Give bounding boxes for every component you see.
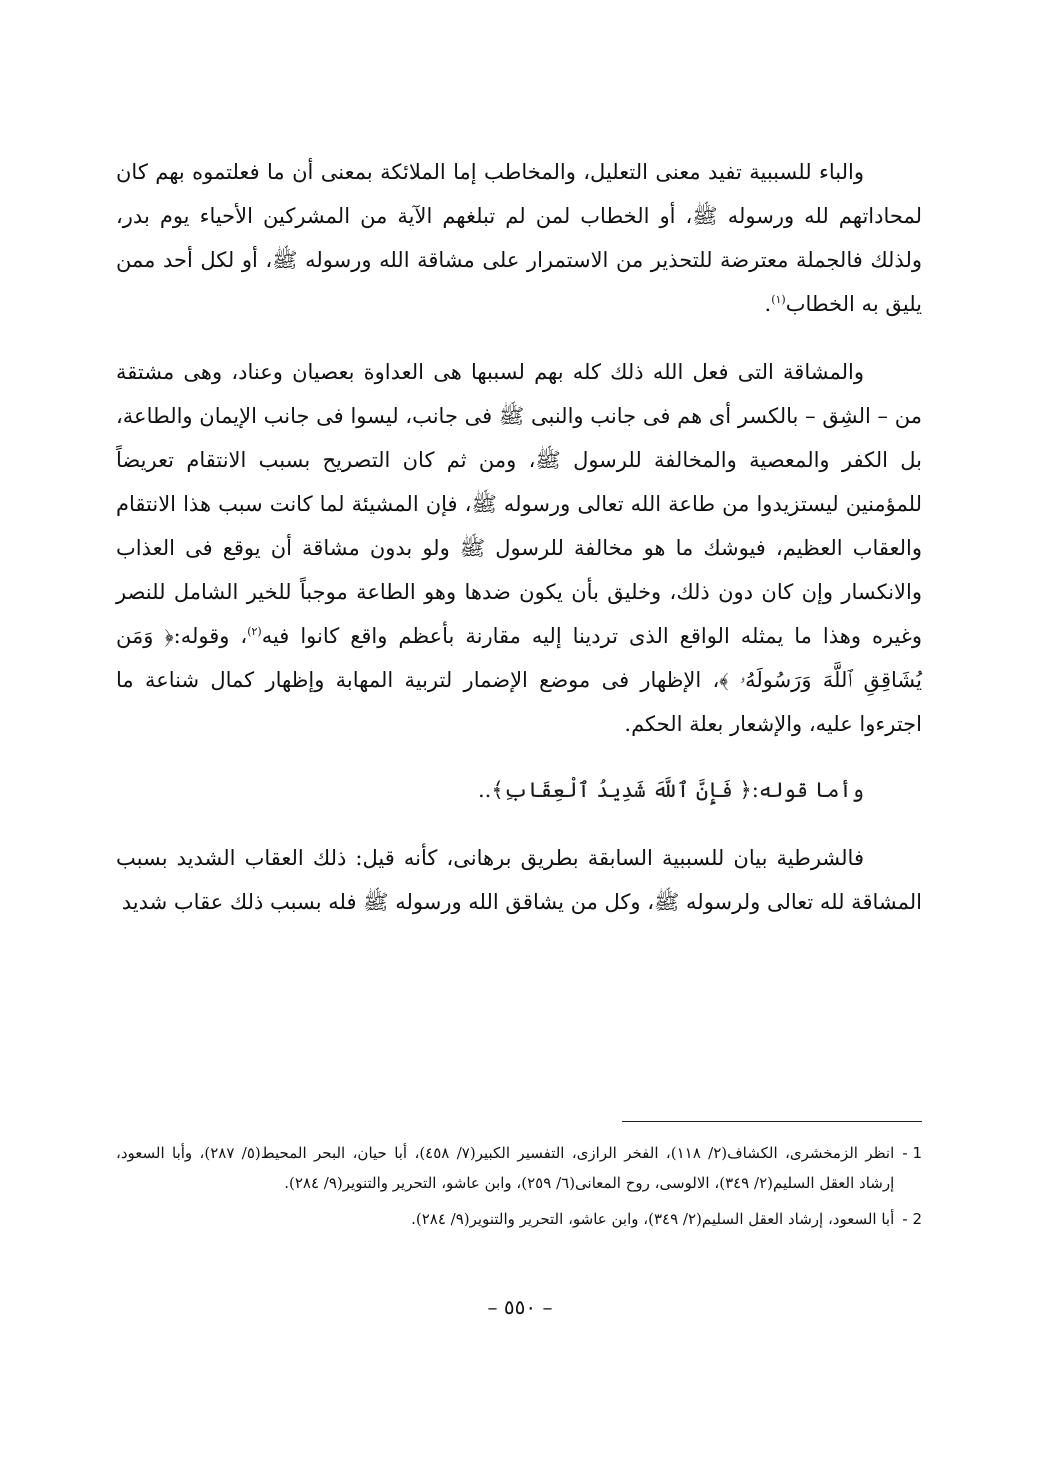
footnote-2: [116, 1204, 922, 1234]
footnote-2-number: 2 -: [902, 1210, 922, 1228]
footnote-1: [116, 1138, 922, 1198]
paragraph-1-text: والباء للسببية تفيد معنى التعليل، والمخاطب إما الملائكة بمعنى أن ما فعلتموه بهم كان لمحاداتهم لله ورسوله ﷺ، أو الخطاب لمن لم تبلغهم الآية من المشركين الأحياء يوم بدر، ولذلك فالجملة معترضة للتحذير من الاستمرار على مشاقة الله ورسوله ﷺ، أو لكل أحد ممن يليق به الخطاب: [116, 160, 922, 316]
paragraph-1-tail: .: [764, 292, 772, 316]
paragraph-4: [116, 836, 922, 924]
body-text: [116, 150, 922, 924]
page-number: – ٥٥٠ –: [487, 1295, 553, 1319]
paragraph-2-tail: ، وقوله:﴿ وَمَن يُشَاقِقِ ٱللَّهَ وَرَسُولَهُۥ ﴾، الإظهار فى موضع الإضمار لتربية المهابة وإظهار كمال شناعة ما اجترءوا عليه، والإشعار بعلة الحكم.: [116, 624, 922, 736]
paragraph-3: [116, 768, 922, 812]
footnote-1-text: انظر الزمخشرى، الكشاف(٢/ ١١٨)، الفخر الرازى، التفسير الكبير(٧/ ٤٥٨)، أبا حيان، البحر المحيط(٥/ ٢٨٧)، وأبا السعود، إرشاد العقل السليم(٢/ ٣٤٩)، الالوسى، روح المعانى(٦/ ٢٥٩)، وابن عاشو، التحرير والتنوير(٩/ ٢٨٤).: [116, 1144, 895, 1192]
paragraph-2: [116, 350, 922, 746]
footnotes: [116, 1138, 922, 1240]
paragraph-4-text: فالشرطية بيان للسببية السابقة بطريق برهانى، كأنه قيل: ذلك العقاب الشديد بسبب المشاقة لله تعالى ولرسوله ﷺ، وكل من يشاقق الله ورسوله ﷺ فله بسبب ذلك عقاب شديد: [116, 846, 922, 914]
footnote-1-number: 1 -: [902, 1144, 922, 1162]
paragraph-3-text: وأما قوله:﴿ فَإِنَّ ٱللَّهَ شَدِيدُ ٱلْعِقَابِ﴾..: [477, 778, 864, 802]
footnote-ref-1: (١): [771, 293, 786, 306]
footnote-separator: [622, 1121, 922, 1122]
footnote-ref-2: (٢): [247, 625, 262, 638]
footnote-2-text: أبا السعود، إرشاد العقل السليم(٢/ ٣٤٩)، وابن عاشو، التحرير والتنوير(٩/ ٢٨٤).: [411, 1210, 895, 1228]
paragraph-2-text: والمشاقة التى فعل الله ذلك كله بهم لسببها هى العداوة بعصيان وعناد، وهى مشتقة من – الشِق – بالكسر أى هم فى جانب والنبى ﷺ فى جانب، ليسوا فى جانب الإيمان والطاعة، بل الكفر والمعصية والمخالفة للرسول ﷺ، ومن ثم كان التصريح بسبب الانتقام تعريضاً للمؤمنين ليستزيدوا من طاعة الله تعالى ورسوله ﷺ، فإن المشيئة لما كانت سبب هذا الانتقام والعقاب العظيم، فيوشك ما هو مخالفة للرسول ﷺ ولو بدون مشاقة أن يوقع فى العذاب والانكسار وإن كان دون ذلك، وخليق بأن يكون ضدها وهو الطاعة موجباً للخير الشامل للنصر وغيره وهذا ما يمثله الواقع الذى تردينا إليه مقارنة بأعظم واقع كانوا فيه: [116, 360, 922, 648]
paragraph-1: [116, 150, 922, 326]
